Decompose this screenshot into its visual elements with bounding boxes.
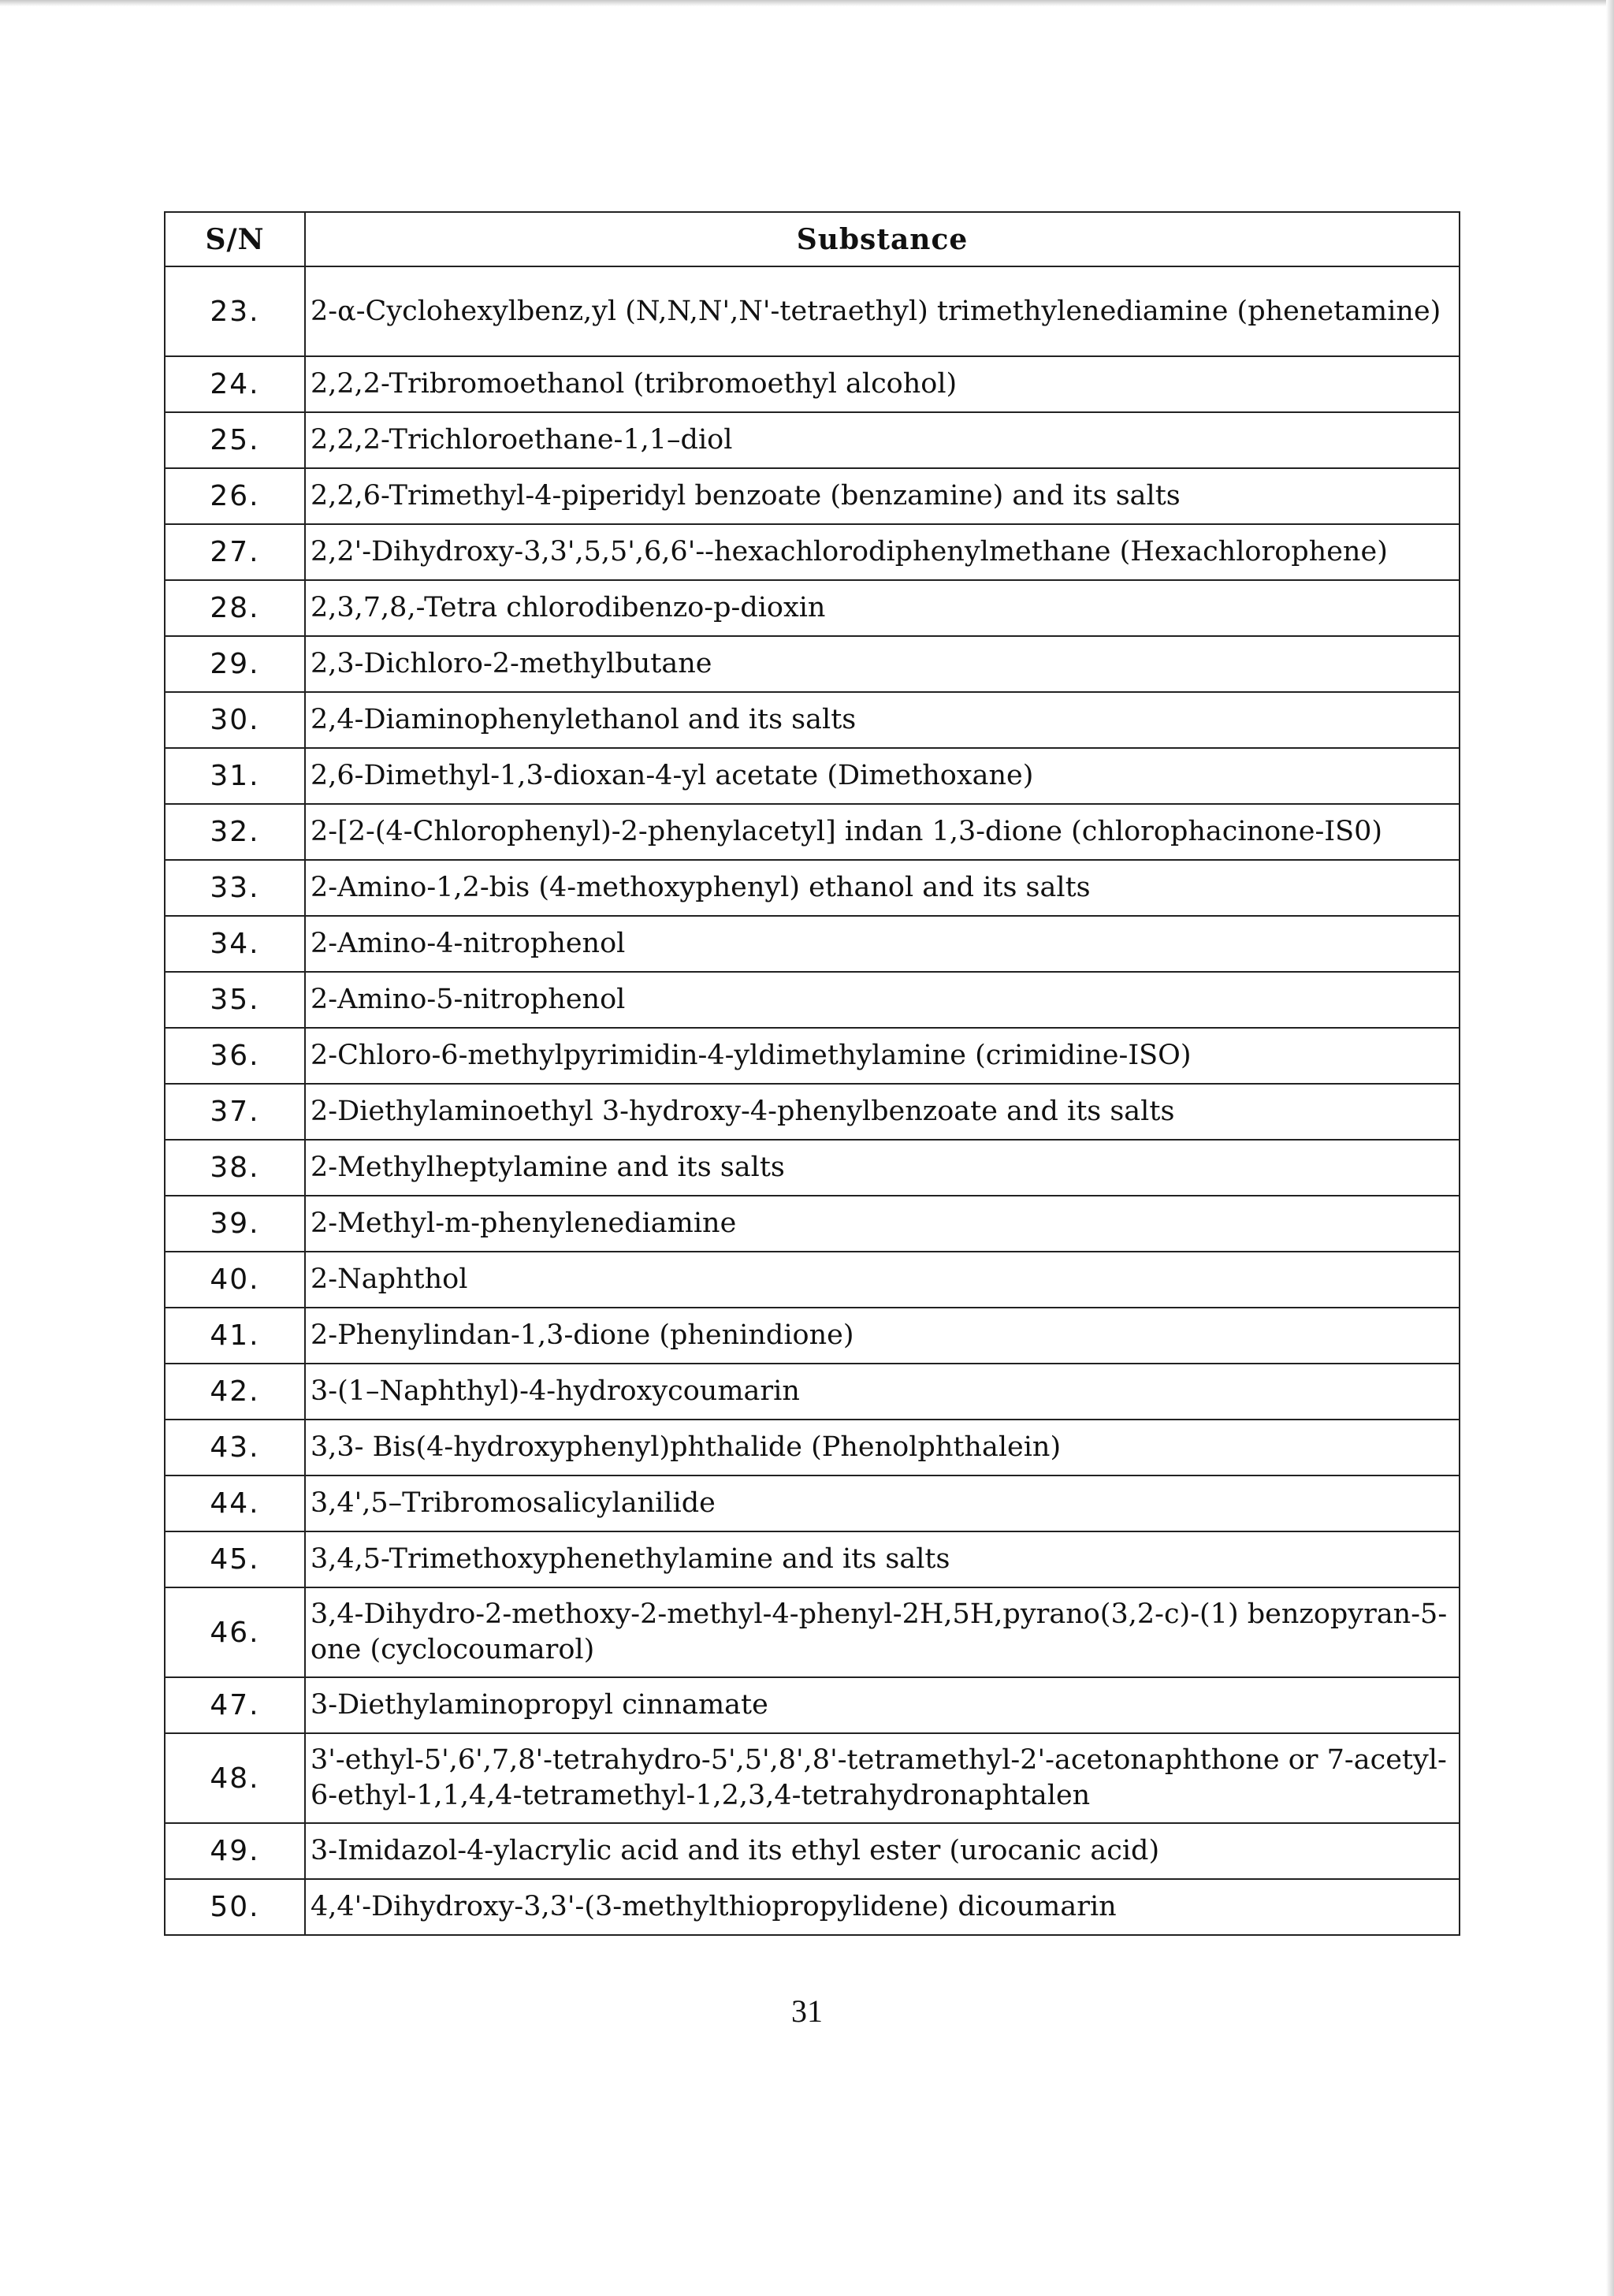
row-sn: 38. — [165, 1140, 305, 1196]
row-substance: 3,4-Dihydro-2-methoxy-2-methyl-4-phenyl-2H,5H,pyrano(3,2-c)-(1) benzopyran-5-one (cyclocoumarol) — [305, 1587, 1460, 1677]
row-substance: 3-Diethylaminopropyl cinnamate — [305, 1677, 1460, 1733]
table-row — [165, 468, 1460, 524]
row-sn: 37. — [165, 1084, 305, 1140]
header-sn: S/N — [165, 212, 305, 266]
table-row — [165, 1308, 1460, 1364]
row-sn: 23. — [165, 266, 305, 356]
row-sn: 49. — [165, 1823, 305, 1879]
row-sn: 43. — [165, 1420, 305, 1475]
table-row — [165, 1028, 1460, 1084]
row-sn: 47. — [165, 1677, 305, 1733]
row-sn: 31. — [165, 748, 305, 804]
row-sn: 28. — [165, 580, 305, 636]
row-sn: 24. — [165, 356, 305, 412]
row-substance: 2-Amino-5-nitrophenol — [305, 972, 1460, 1028]
row-sn: 32. — [165, 804, 305, 860]
row-sn: 45. — [165, 1531, 305, 1587]
row-substance: 2,3-Dichloro-2-methylbutane — [305, 636, 1460, 692]
table-row — [165, 1196, 1460, 1252]
row-substance: 3-Imidazol-4-ylacrylic acid and its ethyl ester (urocanic acid) — [305, 1823, 1460, 1879]
row-substance: 2-Amino-4-nitrophenol — [305, 916, 1460, 972]
row-sn: 48. — [165, 1733, 305, 1823]
table-row — [165, 804, 1460, 860]
table-row — [165, 580, 1460, 636]
row-sn: 29. — [165, 636, 305, 692]
row-substance: 2-Methylheptylamine and its salts — [305, 1140, 1460, 1196]
row-substance: 2,2,2-Trichloroethane-1,1–diol — [305, 412, 1460, 468]
row-substance: 3'-ethyl-5',6',7,8'-tetrahydro-5',5',8',8'-tetramethyl-2'-acetonaphthone or 7-acetyl-6-ethyl-1,1,4,4-tetramethyl-1,2,3,4-tetrahydronaphtalen — [305, 1733, 1460, 1823]
table-row — [165, 636, 1460, 692]
table-row — [165, 1823, 1460, 1879]
table-row — [165, 972, 1460, 1028]
header-substance: Substance — [305, 212, 1460, 266]
row-substance: 2-[2-(4-Chlorophenyl)-2-phenylacetyl] indan 1,3-dione (chlorophacinone-IS0) — [305, 804, 1460, 860]
row-sn: 35. — [165, 972, 305, 1028]
row-substance: 2,2,2-Tribromoethanol (tribromoethyl alcohol) — [305, 356, 1460, 412]
row-substance: 2-Phenylindan-1,3-dione (phenindione) — [305, 1308, 1460, 1364]
table-row — [165, 860, 1460, 916]
table-row — [165, 1677, 1460, 1733]
row-sn: 36. — [165, 1028, 305, 1084]
row-substance: 2,6-Dimethyl-1,3-dioxan-4-yl acetate (Dimethoxane) — [305, 748, 1460, 804]
scan-right-edge — [1606, 0, 1614, 2296]
row-substance: 3-(1–Naphthyl)-4-hydroxycoumarin — [305, 1364, 1460, 1420]
row-sn: 25. — [165, 412, 305, 468]
row-substance: 2-Naphthol — [305, 1252, 1460, 1308]
table-row — [165, 1587, 1460, 1677]
table-row — [165, 1364, 1460, 1420]
table-row — [165, 1252, 1460, 1308]
row-substance: 4,4'-Dihydroxy-3,3'-(3-methylthiopropylidene) dicoumarin — [305, 1879, 1460, 1935]
substance-table — [164, 211, 1460, 1936]
table-row — [165, 1084, 1460, 1140]
row-substance: 2-Chloro-6-methylpyrimidin-4-yldimethylamine (crimidine-ISO) — [305, 1028, 1460, 1084]
row-sn: 50. — [165, 1879, 305, 1935]
table-row — [165, 916, 1460, 972]
row-substance: 2,2'-Dihydroxy-3,3',5,5',6,6'--hexachlorodiphenylmethane (Hexachlorophene) — [305, 524, 1460, 580]
table-row — [165, 412, 1460, 468]
table-row — [165, 1475, 1460, 1531]
table-row — [165, 524, 1460, 580]
table-row — [165, 1140, 1460, 1196]
row-substance: 2-Methyl-m-phenylenediamine — [305, 1196, 1460, 1252]
row-substance: 2-Diethylaminoethyl 3-hydroxy-4-phenylbenzoate and its salts — [305, 1084, 1460, 1140]
row-substance: 3,4,5-Trimethoxyphenethylamine and its salts — [305, 1531, 1460, 1587]
row-substance: 2,3,7,8,-Tetra chlorodibenzo-p-dioxin — [305, 580, 1460, 636]
page-number: 31 — [791, 1993, 823, 2029]
row-substance: 2,4-Diaminophenylethanol and its salts — [305, 692, 1460, 748]
row-substance: 3,3- Bis(4-hydroxyphenyl)phthalide (Phenolphthalein) — [305, 1420, 1460, 1475]
table-row — [165, 748, 1460, 804]
table-row — [165, 1420, 1460, 1475]
table-row — [165, 266, 1460, 356]
row-substance: 3,4',5–Tribromosalicylanilide — [305, 1475, 1460, 1531]
row-sn: 34. — [165, 916, 305, 972]
row-substance: 2-Amino-1,2-bis (4-methoxyphenyl) ethanol and its salts — [305, 860, 1460, 916]
row-sn: 44. — [165, 1475, 305, 1531]
row-sn: 41. — [165, 1308, 305, 1364]
table-row — [165, 1531, 1460, 1587]
row-sn: 33. — [165, 860, 305, 916]
row-substance: 2-α-Cyclohexylbenz,yl (N,N,N',N'-tetraethyl) trimethylenediamine (phenetamine) — [305, 266, 1460, 356]
row-sn: 27. — [165, 524, 305, 580]
table-row — [165, 1879, 1460, 1935]
table-row — [165, 356, 1460, 412]
row-sn: 39. — [165, 1196, 305, 1252]
row-sn: 30. — [165, 692, 305, 748]
table-body — [165, 266, 1460, 1935]
table-row — [165, 692, 1460, 748]
row-sn: 42. — [165, 1364, 305, 1420]
row-sn: 40. — [165, 1252, 305, 1308]
row-sn: 46. — [165, 1587, 305, 1677]
row-substance: 2,2,6-Trimethyl-4-piperidyl benzoate (benzamine) and its salts — [305, 468, 1460, 524]
table-header-row — [165, 212, 1460, 266]
table-row — [165, 1733, 1460, 1823]
scan-top-edge — [0, 0, 1614, 6]
row-sn: 26. — [165, 468, 305, 524]
